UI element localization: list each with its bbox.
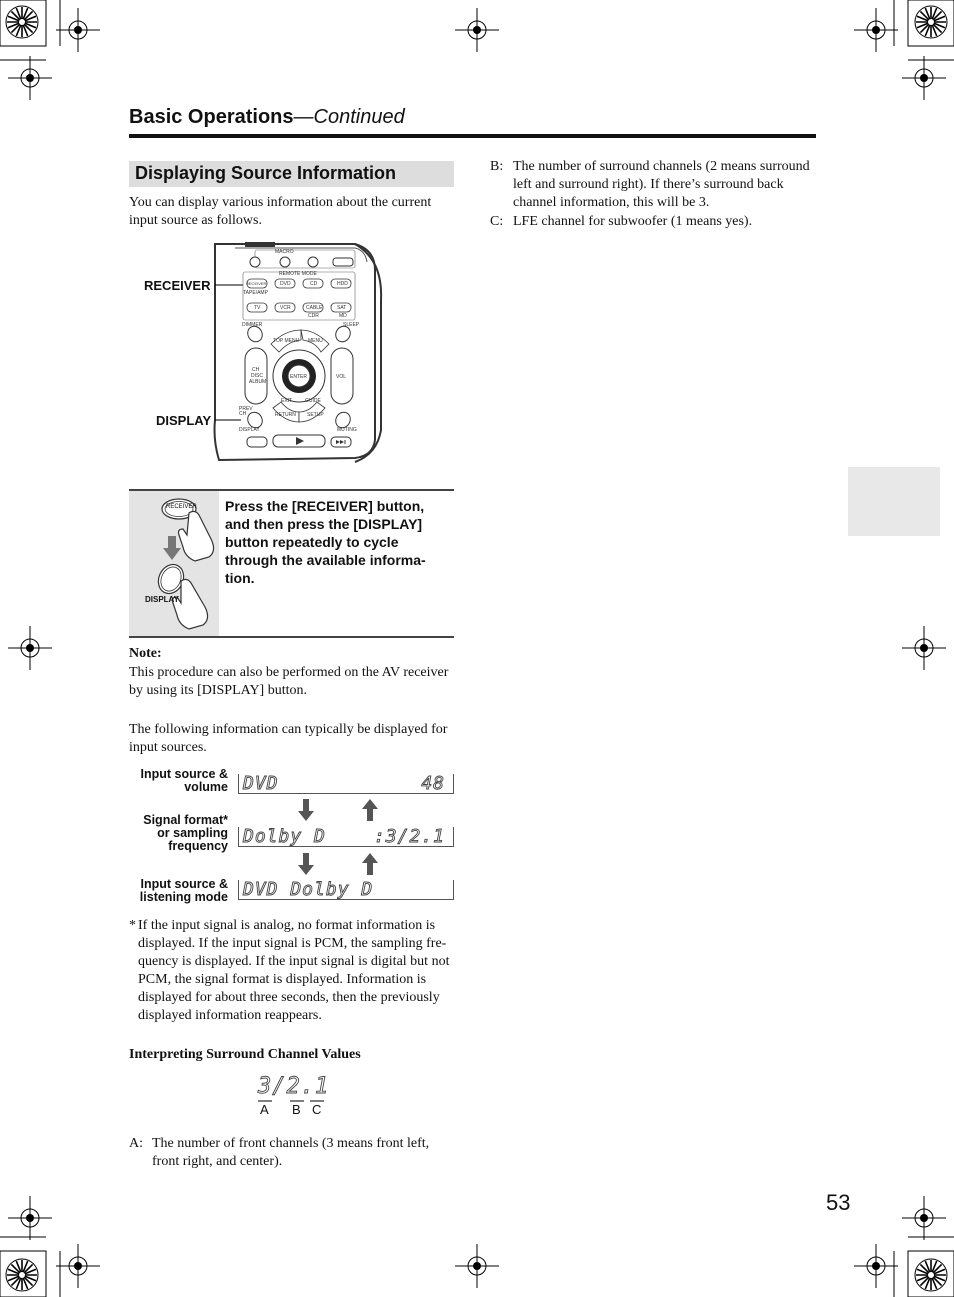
key-remote-mode: REMOTE MODE (279, 271, 317, 277)
header-title: Basic Operations (129, 106, 294, 128)
key-sleep: SLEEP (343, 322, 360, 328)
arrow-down-icon (298, 853, 314, 875)
step-text: Press the [RECEIVER] button, and then press the [DISPLAY] button repeatedly to cycle through the available informa-tion. (225, 498, 426, 586)
key-dvd: DVD (280, 281, 291, 287)
key-top-menu: TOP MENU (273, 338, 300, 344)
interpreting-heading: Interpreting Surround Channel Values (129, 1047, 361, 1062)
definition-c: C: LFE channel for subwoofer (1 means yes). (490, 214, 753, 229)
definition-b: B: The number of surround channels (2 means surround left and surround right). If there’s surround back channel information, this will be 3. (490, 159, 810, 210)
key-cdr: CDR (308, 313, 319, 319)
label-a: A (260, 1102, 269, 1117)
cycle-arrows-2 (296, 853, 380, 875)
lcd-1-left: DVD (243, 773, 279, 794)
lcd-3-left: DVD Dolby D (243, 879, 374, 900)
cycle-arrows-1 (296, 799, 380, 821)
key-tape-amp: TAPE/AMP (243, 290, 268, 296)
note-heading: Note: (129, 646, 162, 661)
key-cd: CD (310, 281, 318, 287)
lcd-2-right: :3/2.1 (373, 826, 445, 847)
header-rule (129, 134, 816, 138)
footnote (129, 917, 454, 1025)
chapter-tab (848, 467, 940, 536)
key-enter: ENTER (290, 374, 307, 380)
key-dimmer: DIMMER (242, 322, 263, 328)
page-number: 53 (826, 1190, 851, 1215)
display-callout: DISPLAY (156, 413, 212, 428)
display-key-label: DISPLAY (145, 595, 179, 604)
display-lcd-3 (238, 880, 454, 900)
footnote-marker: * (129, 918, 136, 933)
key-receiver: RECEIVER (246, 281, 267, 286)
receiver-callout: RECEIVER (144, 278, 211, 293)
footnote-text: If the input signal is analog, no format information is displayed. If the input signal is PCM, the sampling fre-quency is displayed. If the input signal is digital but not PCM, the signal format is displayed. Information is displayed for about three seconds, then the previously displayed information reappears. (138, 918, 450, 1023)
arrow-up-icon (362, 853, 378, 875)
key-display: DISPLAY (239, 427, 260, 433)
header-continued: —Continued (293, 106, 405, 128)
note-text: This procedure can also be performed on the AV receiver by using its [DISPLAY] button. (129, 665, 449, 698)
page-header-title (129, 106, 405, 129)
arrow-up-icon (362, 799, 378, 821)
key-hdd: HDD (337, 281, 348, 287)
key-ch: CH (252, 367, 260, 373)
key-vol: VOL (336, 374, 347, 380)
label-b: B (292, 1102, 301, 1117)
label-c: C (312, 1102, 322, 1117)
key-cable: CABLE (306, 305, 323, 311)
display-label-1: Input source & volume (140, 767, 228, 794)
step-instruction-box (129, 489, 454, 638)
key-return: RETURN (275, 412, 296, 418)
key-setup: SETUP (307, 412, 324, 418)
key-disc: DISC (251, 373, 263, 379)
display-lcd-1 (238, 774, 454, 794)
definition-a: A: The number of front channels (3 means front left, front right, and center). (129, 1136, 430, 1169)
key-tv: TV (254, 305, 261, 311)
receiver-key-label: RECEIVER (166, 504, 197, 510)
display-label-3: Input source & listening mode (139, 877, 228, 904)
key-vcr: VCR (280, 305, 291, 311)
key-sat: SAT (337, 305, 347, 311)
display-lcd-2 (238, 827, 454, 847)
key-guide: GUIDE (305, 398, 321, 404)
key-macro: MACRO (275, 249, 294, 255)
key-muting: MUTING (337, 427, 357, 433)
display-label-2: Signal format* or sampling frequency (143, 813, 228, 853)
key-menu: MENU (308, 338, 323, 344)
key-album: ALBUM (249, 379, 267, 385)
intro-paragraph: You can display various information about the current input source as follows. (129, 195, 432, 228)
key-md: MD (339, 313, 347, 319)
following-paragraph: The following information can typically be displayed for input sources. (129, 722, 448, 755)
lcd-1-right: 48 (421, 773, 445, 794)
button-press-illustration (129, 491, 219, 636)
key-prev-ch: PREV CH (239, 406, 253, 417)
key-exit: EXIT (281, 398, 293, 404)
step-illustration (129, 491, 219, 636)
lcd-2-left: Dolby D (243, 826, 326, 847)
surround-lcd: 3/2.1 (258, 1074, 330, 1099)
arrow-down-icon (298, 799, 314, 821)
remote-key-labels (205, 240, 385, 464)
section-title: Displaying Source Information (135, 163, 397, 183)
